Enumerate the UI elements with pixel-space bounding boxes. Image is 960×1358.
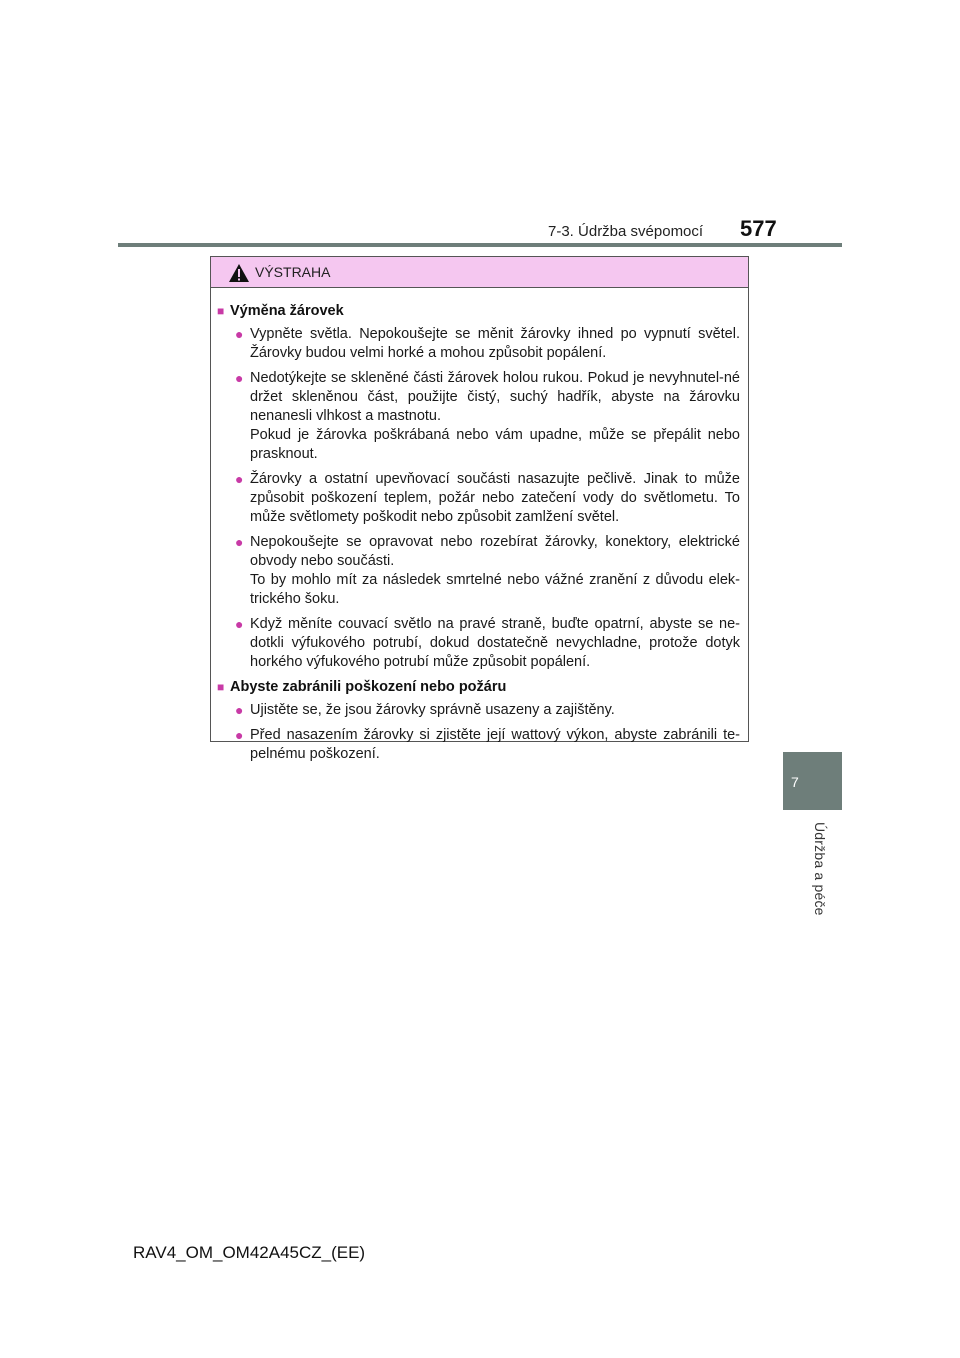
chapter-number: 7 <box>791 774 799 790</box>
warning-triangle-icon <box>228 263 250 283</box>
page-number: 577 <box>740 216 777 241</box>
list-item-text <box>250 726 742 764</box>
warning-header <box>211 257 748 288</box>
paragraph: Když měníte couvací světlo na pravé straně, buďte opatrní, abyste se ne-dotkli výfukového potrubí, dokud dostatečně nevychladne, protože dotyk horkého výfukového potrubí může způsobit popálení. <box>250 616 740 670</box>
list-item-text <box>250 701 742 720</box>
list-item <box>235 533 742 609</box>
section-heading-text: Abyste zabránili poškození nebo požáru <box>230 679 507 695</box>
list-item <box>235 615 742 672</box>
section-heading <box>217 302 742 321</box>
warning-body <box>211 288 748 764</box>
chapter-tab <box>783 752 842 810</box>
paragraph: Nepokoušejte se opravovat nebo rozebírat žárovky, konektory, elektrické obvody nebo součásti. <box>250 534 740 569</box>
chapter-title: Údržba a péče <box>812 822 828 916</box>
paragraph: To by mohlo mít za následek smrtelné nebo vážné zranění z důvodu elek-trického šoku. <box>250 572 740 607</box>
list-item <box>235 701 742 720</box>
section-title: 7-3. Údržba svépomocí <box>548 223 704 240</box>
section-heading-text: Výměna žárovek <box>230 303 344 319</box>
list-item <box>235 369 742 464</box>
round-bullet-icon: ● <box>235 471 244 487</box>
round-bullet-icon: ● <box>235 616 244 632</box>
paragraph: Ujistěte se, že jsou žárovky správně usazeny a zajištěny. <box>250 702 615 718</box>
list-item <box>235 325 742 363</box>
paragraph: Před nasazením žárovky si zjistěte její wattový výkon, abyste zabránili te-pelnému poškození. <box>250 727 740 762</box>
list-item <box>235 470 742 527</box>
list-item-text <box>250 325 742 363</box>
paragraph: Vypněte světla. Nepokoušejte se měnit žárovky ihned po vypnutí světel. Žárovky budou velmi horké a mohou způsobit popálení. <box>250 326 740 361</box>
document-code: RAV4_OM_OM42A45CZ_(EE) <box>133 1243 366 1262</box>
list-item-text <box>250 369 742 464</box>
warning-box <box>210 256 749 762</box>
round-bullet-icon: ● <box>235 727 244 743</box>
round-bullet-icon: ● <box>235 326 244 342</box>
list-item-text <box>250 533 742 609</box>
section-heading <box>217 678 742 697</box>
warning-title: VÝSTRAHA <box>255 264 331 280</box>
round-bullet-icon: ● <box>235 702 244 718</box>
paragraph: Nedotýkejte se skleněné části žárovek holou rukou. Pokud je nevyhnutel-né držet skleněnou část, použijte čistý, suchý hadřík, abyste na žárovku nenanesli vlhkost a mastnotu. <box>250 370 740 424</box>
paragraph: Pokud je žárovka poškrábaná nebo vám upadne, může se přepálit nebo prasknout. <box>250 427 740 462</box>
round-bullet-icon: ● <box>235 534 244 550</box>
header-divider <box>118 243 842 247</box>
paragraph: Žárovky a ostatní upevňovací součásti nasazujte pečlivě. Jinak to může způsobit poškození teplem, požár nebo zatečení vody do světlometu. To může světlomety poškodit nebo způsobit zamlžení světel. <box>250 471 740 525</box>
round-bullet-icon: ● <box>235 370 244 386</box>
list-item-text <box>250 470 742 527</box>
square-bullet-icon: ■ <box>217 680 225 694</box>
square-bullet-icon: ■ <box>217 304 225 318</box>
list-item-text <box>250 615 742 672</box>
list-item <box>235 726 742 764</box>
